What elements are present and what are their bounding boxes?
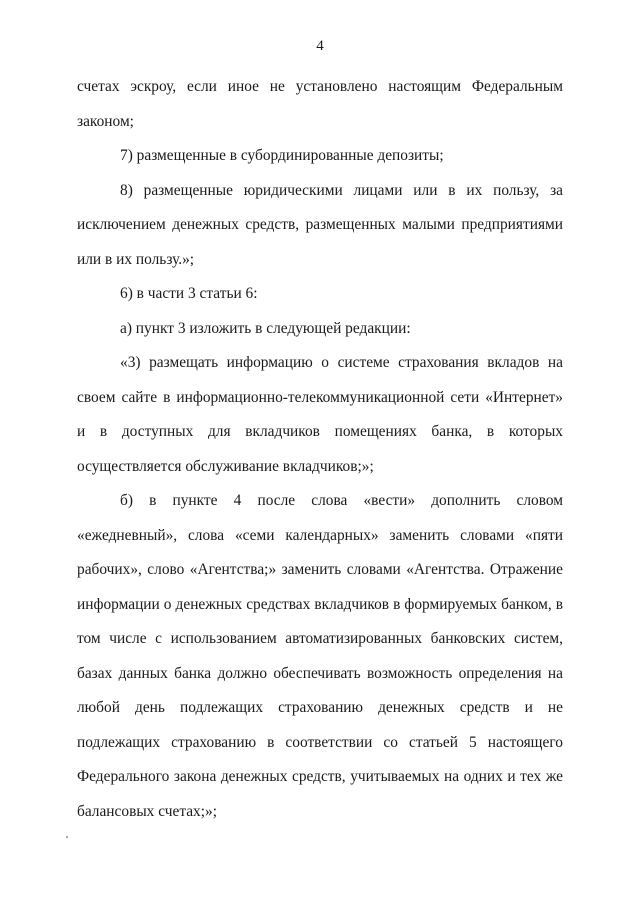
paragraph-subitem-b: б) в пункте 4 после слова «вести» дополнить словом «ежедневный», слова «семи календарных» заменить словами «пяти рабочих», слово «Агентства;» заменить словами «Агентства. Отражение информации о денежных средствах вкладчиков в формируемых банком, в том числе с использованием автоматизированных банковских систем, базах данных банка должно обеспечивать возможность определения на любой день подлежащих страхованию денежных средств и не подлежащих страхованию в соответствии со статьей 5 настоящего Федерального закона денежных средств, учитываемых на одних и тех же балансовых счетах;»; [77,492,563,820]
page-number: 4 [316,38,324,54]
paragraph-item-6-article-6: 6) в части 3 статьи 6: [120,285,258,302]
paragraph-quoted-point-3: «3) размещать информацию о системе страхования вкладов на своем сайте в информационно-телекоммуникационной сети «Интернет» и в доступных для вкладчиков помещениях банка, в которых осуществляется обслуживание вкладчиков;»; [77,354,563,475]
paragraph-subitem-a: а) пункт 3 изложить в следующей редакции: [120,319,411,337]
paragraph-continuation: счетах эскроу, если иное не установлено настоящим Федеральным законом; [77,78,563,130]
paragraph-item-8: 8) размещенные юридическими лицами или в их пользу, за исключением денежных средств, размещенных малыми предприятиями или в их пользу.»; [77,181,563,268]
scan-speck [66,836,68,838]
document-body [77,70,563,829]
paragraph-item-7: 7) размещенные в субординированные депозиты; [120,147,444,164]
